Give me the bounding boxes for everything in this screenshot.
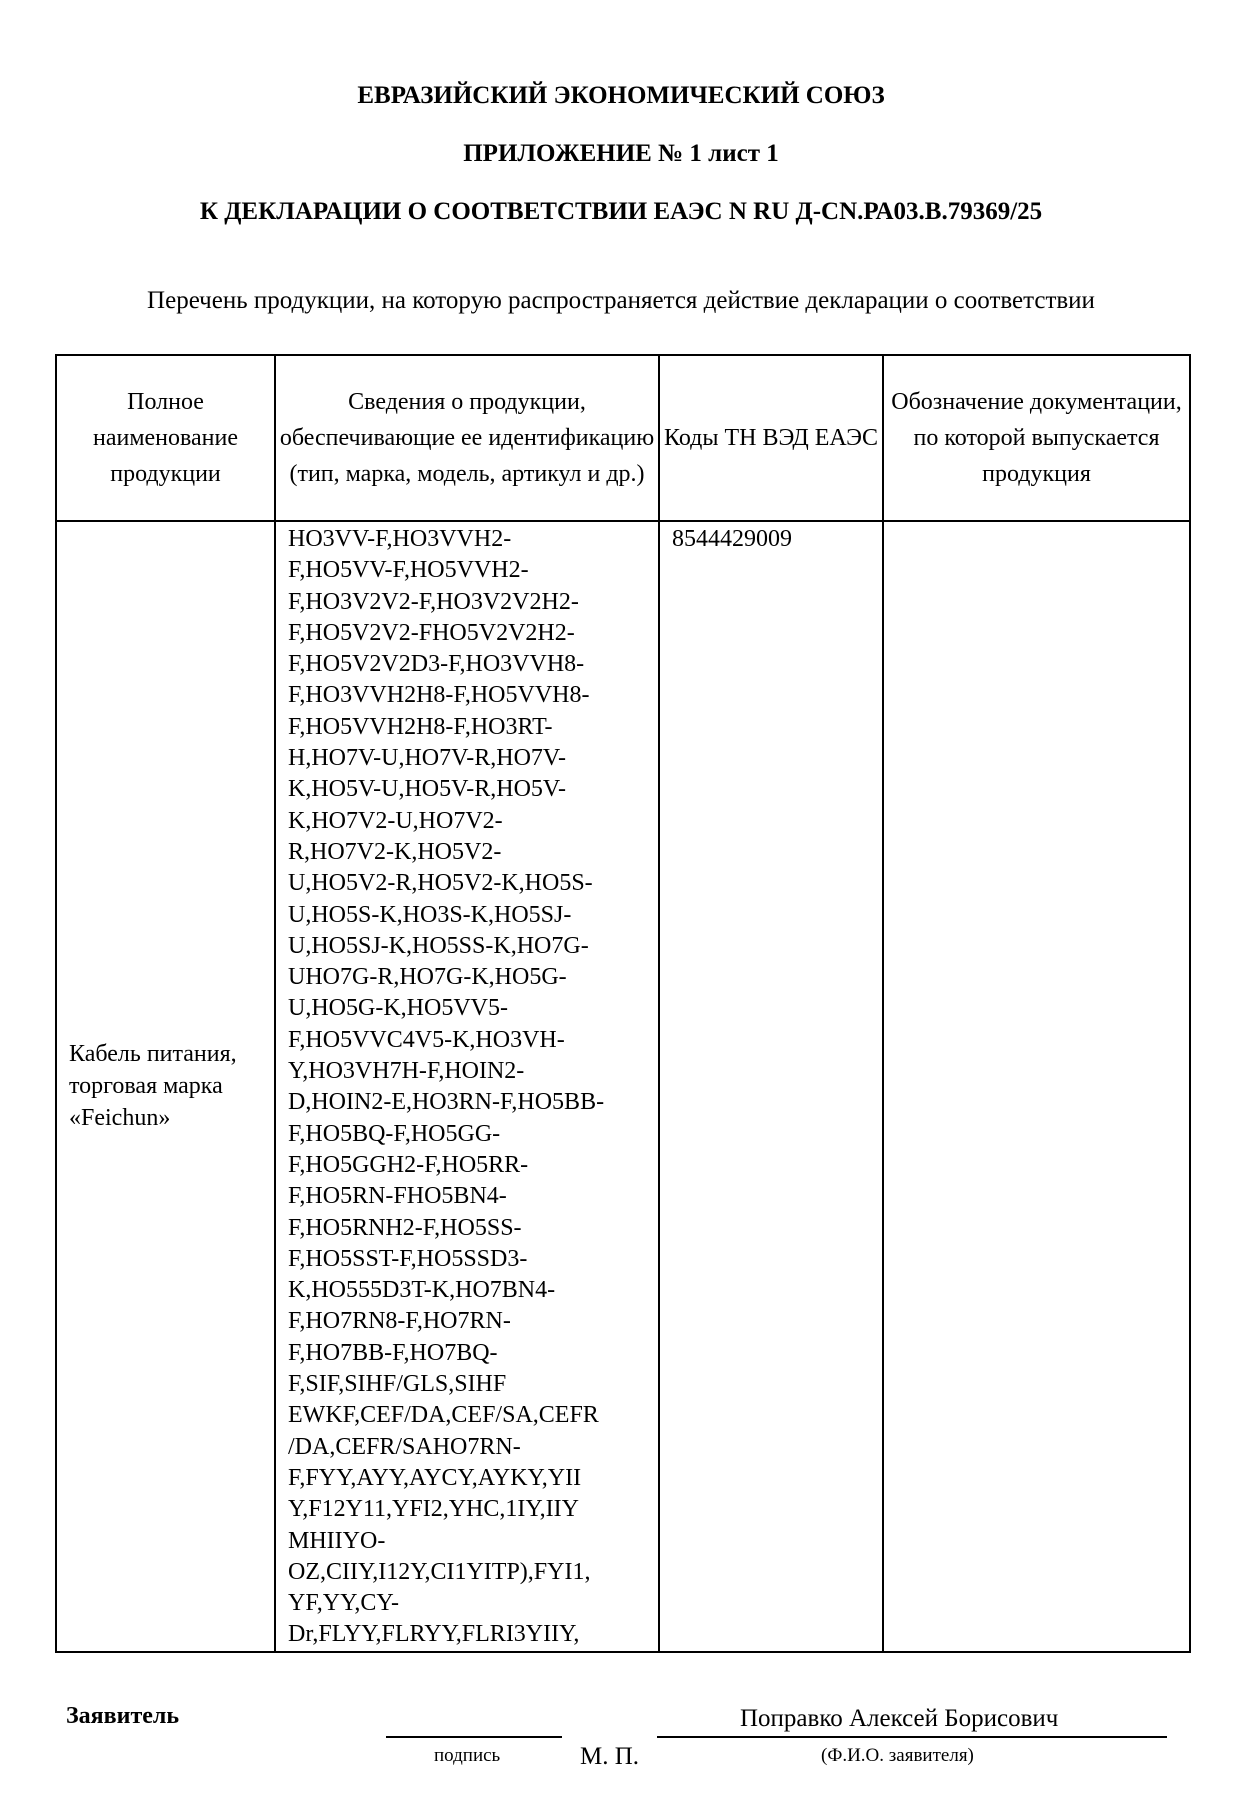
model-line: U,HO5S-K,HO3S-K,HO5SJ-	[288, 901, 572, 928]
column-header-documentation: Обозначение документации, по которой выпускается продукция	[883, 355, 1190, 521]
signature-line	[386, 1736, 562, 1738]
model-line: U,HO5V2-R,HO5V2-K,HO5S-	[288, 870, 593, 897]
applicant-name-caption: (Ф.И.О. заявителя)	[821, 1745, 974, 1766]
product-table	[55, 354, 1191, 1653]
model-line: F,HO5RNH2-F,HO5SS-	[288, 1214, 522, 1241]
model-line: K,HO5V-U,HO5V-R,HO5V-	[288, 776, 567, 803]
signature-caption: подпись	[434, 1745, 501, 1766]
model-line: K,HO7V2-U,HO7V2-	[288, 807, 503, 834]
model-line: F,HO3VVH2H8-F,HO5VVH8-	[288, 682, 590, 709]
model-line: OZ,CIIY,I12Y,CI1YITP),FYI1,	[288, 1558, 591, 1585]
model-line: Y,F12Y11,YFI2,YHC,1IY,IIY	[288, 1496, 579, 1523]
model-line: F,HO5V2V2-FHO5V2V2H2-	[288, 619, 575, 646]
model-line: F,FYY,AYY,AYCY,AYKY,YII	[288, 1464, 582, 1491]
model-line: F,HO5V2V2D3-F,HO3VVH8-	[288, 651, 585, 678]
product-list-intro: Перечень продукции, на которую распространяется действие декларации о соответствии	[147, 287, 1095, 314]
column-header-tn-ved: Коды ТН ВЭД ЕАЭС	[659, 355, 883, 521]
model-line: U,HO5SJ-K,HO5SS-K,HO7G-	[288, 932, 589, 959]
model-line: EWKF,CEF/DA,CEF/SA,CEFR	[288, 1402, 599, 1429]
model-line: H,HO7V-U,HO7V-R,HO7V-	[288, 745, 567, 772]
model-line: F,HO3V2V2-F,HO3V2V2H2-	[288, 588, 579, 615]
model-line: F,HO7BB-F,HO7BQ-	[288, 1339, 498, 1366]
applicant-label: Заявитель	[66, 1703, 180, 1729]
table-header-row	[56, 355, 1190, 521]
model-line: F,HO5RN-FHO5BN4-	[288, 1183, 507, 1210]
applicant-name: Поправко Алексей Борисович	[740, 1705, 1059, 1732]
tn-ved-code-cell: 8544429009	[659, 521, 883, 1652]
model-line: F,HO5VVH2H8-F,HO3RT-	[288, 713, 553, 740]
model-line: Dr,FLYY,FLRYY,FLRI3YIIY,	[288, 1621, 580, 1648]
model-line: UHO7G-R,HO7G-K,HO5G-	[288, 964, 567, 991]
document-union-title: ЕВРАЗИЙСКИЙ ЭКОНОМИЧЕСКИЙ СОЮЗ	[357, 82, 885, 109]
model-line: F,HO5VVC4V5-K,HO3VH-	[288, 1026, 565, 1053]
column-header-identification: Сведения о продукции, обеспечивающие ее идентификацию (тип, марка, модель, артикул и др.)	[275, 355, 659, 521]
model-line: HO3VV-F,HO3VVH2-	[288, 526, 512, 552]
model-line: F,HO5BQ-F,HO5GG-	[288, 1120, 501, 1147]
column-header-product-name: Полное наименование продукции	[56, 355, 275, 521]
product-models-cell	[275, 521, 659, 1652]
model-line: D,HOIN2-E,HO3RN-F,HO5BB-	[288, 1089, 605, 1116]
applicant-name-line	[657, 1736, 1167, 1738]
model-line: F,SIF,SIHF/GLS,SIHF	[288, 1371, 507, 1398]
model-line: U,HO5G-K,HO5VV5-	[288, 995, 508, 1022]
model-line: MHIIYO-	[288, 1527, 386, 1554]
model-line: /DA,CEFR/SAHO7RN-	[288, 1433, 521, 1460]
model-line: F,HO5SST-F,HO5SSD3-	[288, 1245, 528, 1272]
model-line: F,HO5GGH2-F,HO5RR-	[288, 1151, 529, 1178]
appendix-title: ПРИЛОЖЕНИЕ № 1 лист 1	[463, 140, 779, 167]
model-line: Y,HO3VH7H-F,HOIN2-	[288, 1058, 525, 1085]
product-name-cell: Кабель питания, торговая марка «Feichun»	[56, 521, 275, 1652]
model-line: F,HO5VV-F,HO5VVH2-	[288, 557, 529, 584]
model-line: YF,YY,CY-	[288, 1590, 399, 1617]
stamp-place-label: М. П.	[580, 1743, 640, 1770]
declaration-title: К ДЕКЛАРАЦИИ О СООТВЕТСТВИИ ЕАЭС N RU Д-CN.РА03.В.79369/25	[199, 198, 1043, 225]
model-line: K,HO555D3T-K,HO7BN4-	[288, 1277, 556, 1304]
table-row	[56, 521, 1190, 1652]
documentation-cell	[883, 521, 1190, 1652]
model-line: R,HO7V2-K,HO5V2-	[288, 838, 502, 865]
model-line: F,HO7RN8-F,HO7RN-	[288, 1308, 511, 1335]
